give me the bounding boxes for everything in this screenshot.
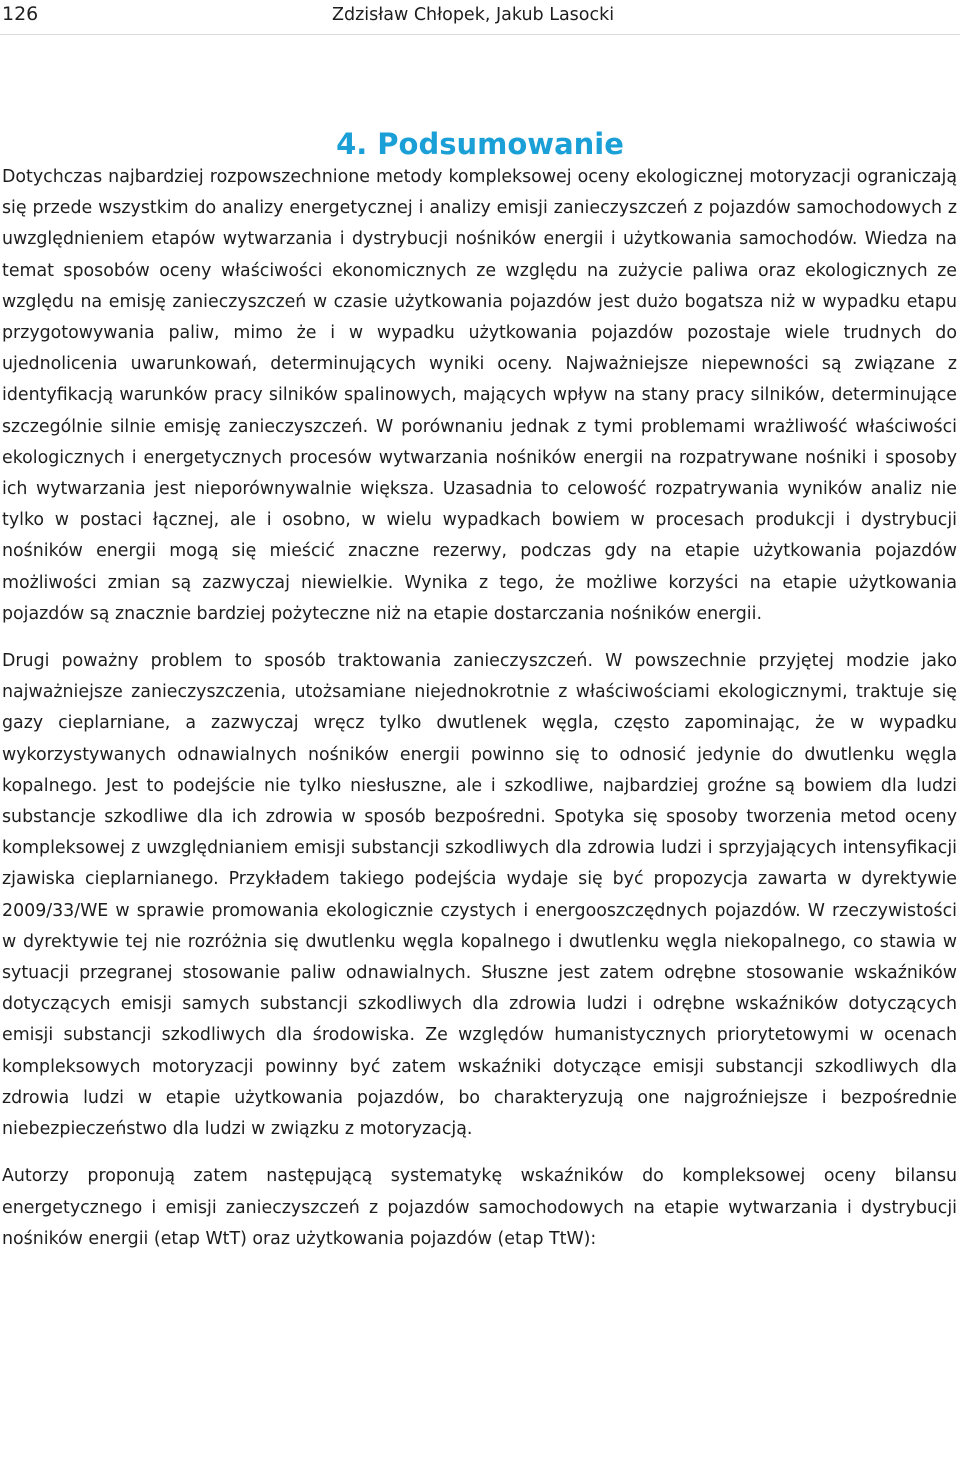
paragraph: Drugi poważny problem to sposób traktowania zanieczyszczeń. W powszechnie przyjętej modzie jako najważniejsze zanieczyszczenia, utożsamiane niejednokrotnie z właściwościami ekologicznymi, traktuje się gazy cieplarniane, a zazwyczaj wręcz tylko dwutlenek węgla, często zapominając, że w wypadku wykorzystywanych odnawialnych nośników energii powinno się to odnosić jedynie do dwutlenku węgla kopalnego. Jest to podejście nie tylko niesłuszne, ale i szkodliwe, najbardziej groźne są bowiem dla ludzi substancje szkodliwe dla ich zdrowia w sposób bezpośredni. Spotyka się sposoby tworzenia metod oceny kompleksowej z uwzględnianiem emisji substancji szkodliwych dla zdrowia ludzi i sprzyjających intensyfikacji zjawiska cieplarnianego. Przykładem takiego podejścia wydaje się być propozycja zawarta w dyrektywie 2009/33/WE w sprawie promowania ekologicznie czystych i energooszczędnych pojazdów. W rzeczywistości w dyrektywie tej nie rozróżnia się dwutlenku węgla kopalnego i dwutlenku węgla niekopalnego, co stawia w sytuacji przegranej stosowanie paliw odnawialnych. Słuszne jest zatem odrębne stosowanie wskaźników dotyczących emisji samych substancji szkodliwych dla zdrowia ludzi i odrębne wskaźników dotyczących emisji substancji szkodliwych dla środowiska. Ze względów humanistycznych priorytetowymi w ocenach kompleksowych motoryzacji powinny być zatem wskaźniki dotyczące emisji substancji szkodliwych dla zdrowia ludzi w etapie użytkowania pojazdów, bo charakteryzują one najgroźniejsze i bezpośrednie niebezpieczeństwo dla ludzi w związku z motoryzacją. xyxy=(2,651,957,1140)
page-header xyxy=(0,0,960,35)
section-number: 4. xyxy=(336,127,368,162)
running-head-authors: Zdzisław Chłopek, Jakub Lasocki xyxy=(332,5,615,25)
section-title: Podsumowanie xyxy=(377,127,624,162)
body-text xyxy=(2,162,957,1255)
page-number: 126 xyxy=(2,3,39,25)
section-heading xyxy=(0,124,960,164)
paragraph: Autorzy proponują zatem następującą systematykę wskaźników do kompleksowej oceny bilansu energetycznego i emisji zanieczyszczeń z pojazdów samochodowych na etapie wytwarzania i dystrybucji nośników energii (etap WtT) oraz użytkowania pojazdów (etap TtW): xyxy=(2,1166,957,1249)
paragraph: Dotychczas najbardziej rozpowszechnione metody kompleksowej oceny ekologicznej motoryzacji ograniczają się przede wszystkim do analizy energetycznej i analizy emisji zanieczyszczeń z pojazdów samochodowych z uwzględnieniem etapów wytwarzania i dystrybucji nośników energii i użytkowania samochodów. Wiedza na temat sposobów oceny właściwości ekonomicznych ze względu na zużycie paliwa oraz ekologicznych ze względu na emisję zanieczyszczeń w czasie użytkowania pojazdów jest dużo bogatsza niż w wypadku etapu przygotowywania paliw, mimo że i w wypadku użytkowania pojazdów pozostaje wiele trudnych do ujednolicenia uwarunkowań, determinujących wyniki oceny. Najważniejsze niepewności są związane z identyfikacją warunków pracy silników spalinowych, mających wpływ na stany pracy silników, determinujące szczególnie silnie emisję zanieczyszczeń. W porównaniu jednak z tymi problemami wrażliwość właściwości ekologicznych i energetycznych procesów wytwarzania nośników energii na rozpatrywane nośniki i sposoby ich wytwarzania jest nieporównywalnie większa. Uzasadnia to celowość rozpatrywania wyników analiz nie tylko w postaci łącznej, ale i osobno, w wielu wypadkach bowiem w procesach produkcji i dystrybucji nośników energii mogą się mieścić znaczne rezerwy, podczas gdy na etapie użytkowania pojazdów możliwości zmian są zazwyczaj niewielkie. Wynika z tego, że możliwe korzyści na etapie użytkowania pojazdów są znacznie bardziej pożyteczne niż na etapie dostarczania nośników energii. xyxy=(2,167,957,624)
